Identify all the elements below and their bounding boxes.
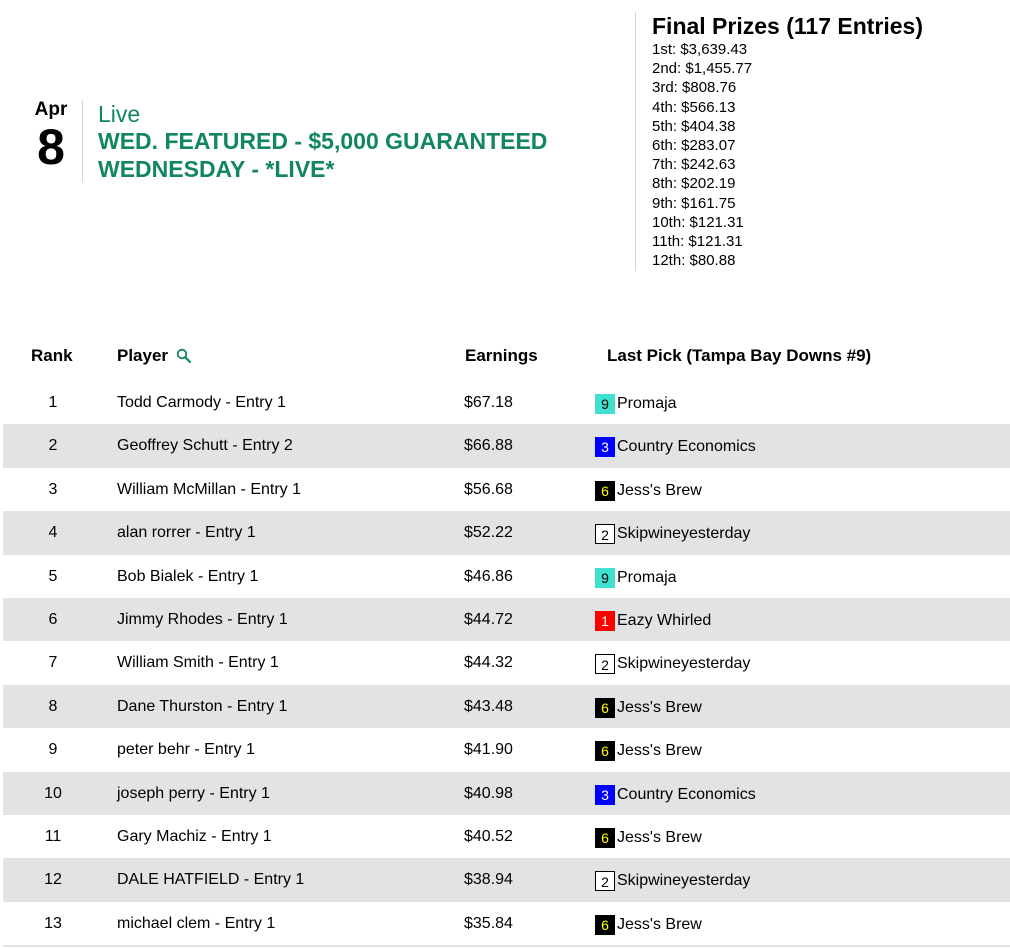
rank-cell: 5	[48, 567, 58, 585]
player-cell[interactable]: William McMillan - Entry 1	[117, 480, 302, 498]
saddle-number-badge: 6	[595, 481, 615, 501]
horse-name: Country Economics	[617, 438, 756, 456]
prize-item: 11th: $121.31	[652, 233, 743, 251]
last-pick-cell	[595, 741, 702, 761]
earnings-cell: $67.18	[464, 394, 513, 411]
player-cell[interactable]: Gary Machiz - Entry 1	[117, 827, 272, 845]
rank-cell: 3	[48, 480, 58, 498]
last-pick-cell	[595, 437, 756, 457]
table-row[interactable]	[3, 902, 1010, 945]
horse-name: Promaja	[617, 395, 677, 412]
earnings-cell: $43.48	[464, 697, 513, 715]
table-row[interactable]	[3, 381, 1010, 424]
saddle-number-badge: 9	[595, 394, 615, 414]
saddle-number-badge: 9	[595, 568, 615, 588]
earnings-cell: $46.86	[464, 567, 513, 585]
prize-item: 12th: $80.88	[652, 252, 736, 270]
last-pick-cell	[595, 785, 756, 805]
table-row[interactable]	[3, 511, 1010, 554]
event-date	[31, 98, 71, 175]
search-icon[interactable]	[176, 348, 192, 364]
earnings-header: Earnings	[465, 346, 538, 365]
divider	[3, 945, 1010, 947]
last-pick-cell	[595, 524, 750, 544]
rank-cell: 7	[48, 654, 58, 672]
earnings-cell: $52.22	[464, 524, 513, 542]
rank-cell: 2	[48, 437, 58, 455]
last-pick-cell	[595, 698, 702, 718]
horse-name: Skipwineyesterday	[617, 872, 751, 890]
prize-item: 1st: $3,639.43	[652, 41, 748, 58]
prize-item: 2nd: $1,455.77	[652, 60, 753, 78]
table-row[interactable]	[3, 468, 1010, 511]
saddle-number-badge: 6	[595, 915, 615, 935]
player-cell[interactable]: Jimmy Rhodes - Entry 1	[117, 610, 288, 628]
player-cell[interactable]: DALE HATFIELD - Entry 1	[117, 871, 305, 889]
player-cell[interactable]: Bob Bialek - Entry 1	[117, 567, 259, 585]
player-header	[117, 346, 192, 366]
leaderboard-table	[3, 381, 1010, 945]
earnings-cell: $40.98	[464, 784, 513, 802]
rank-cell: 1	[48, 394, 58, 411]
last-pick-cell	[595, 654, 750, 674]
saddle-number-badge: 3	[595, 785, 615, 805]
table-row[interactable]	[3, 815, 1010, 858]
event-day: 8	[37, 119, 65, 175]
rank-cell: 9	[48, 741, 58, 759]
last-pick-cell	[595, 611, 711, 631]
earnings-cell: $41.90	[464, 741, 513, 759]
player-cell[interactable]: joseph perry - Entry 1	[117, 784, 270, 802]
horse-name: Jess's Brew	[617, 698, 702, 716]
table-row[interactable]	[3, 685, 1010, 728]
earnings-cell: $56.68	[464, 480, 513, 498]
saddle-number-badge: 2	[595, 654, 615, 674]
player-cell[interactable]: Todd Carmody - Entry 1	[117, 394, 286, 411]
rank-cell: 8	[48, 697, 58, 715]
divider	[635, 12, 636, 271]
saddle-number-badge: 6	[595, 828, 615, 848]
player-header-label: Player	[117, 346, 169, 365]
earnings-cell: $44.32	[464, 654, 513, 672]
prize-item: 10th: $121.31	[652, 213, 744, 231]
last-pick-cell	[595, 828, 702, 848]
earnings-cell: $40.52	[464, 827, 513, 845]
rank-cell: 13	[44, 914, 62, 932]
rank-cell: 4	[48, 524, 58, 542]
horse-name: Skipwineyesterday	[617, 525, 751, 543]
rank-cell: 10	[44, 784, 62, 802]
horse-name: Country Economics	[617, 785, 756, 803]
table-row[interactable]	[3, 858, 1010, 901]
table-row[interactable]	[3, 424, 1010, 467]
prize-item: 5th: $404.38	[652, 117, 736, 135]
horse-name: Eazy Whirled	[617, 611, 712, 629]
horse-name: Jess's Brew	[617, 742, 702, 760]
prizes-list	[652, 40, 923, 270]
earnings-cell: $35.84	[464, 914, 513, 932]
prize-item: 7th: $242.63	[652, 156, 736, 174]
player-cell[interactable]: michael clem - Entry 1	[117, 914, 276, 932]
last-pick-cell	[595, 915, 702, 935]
last-pick-cell	[595, 394, 677, 414]
player-cell[interactable]: peter behr - Entry 1	[117, 741, 255, 759]
prize-item: 9th: $161.75	[652, 194, 736, 212]
last-pick-cell	[595, 481, 702, 501]
table-row[interactable]	[3, 555, 1010, 598]
rank-header: Rank	[31, 346, 73, 365]
earnings-cell: $66.88	[464, 437, 513, 455]
player-cell[interactable]: William Smith - Entry 1	[117, 654, 279, 672]
player-cell[interactable]: Geoffrey Schutt - Entry 2	[117, 437, 293, 455]
rank-cell: 6	[48, 610, 58, 628]
last-pick-header: Last Pick (Tampa Bay Downs #9)	[607, 346, 872, 365]
event-month: Apr	[34, 99, 68, 120]
table-row[interactable]	[3, 598, 1010, 641]
rank-cell: 11	[44, 827, 62, 845]
leaderboard-header	[0, 338, 1010, 374]
earnings-cell: $38.94	[464, 871, 513, 889]
event-title: WED. FEATURED - $5,000 GUARANTEED WEDNESDAY - *LIVE*	[98, 128, 548, 182]
prize-item: 6th: $283.07	[652, 137, 736, 155]
saddle-number-badge: 6	[595, 741, 615, 761]
prize-item: 4th: $566.13	[652, 98, 736, 116]
table-row[interactable]	[3, 641, 1010, 684]
saddle-number-badge: 2	[595, 871, 615, 891]
saddle-number-badge: 6	[595, 698, 615, 718]
player-cell[interactable]: alan rorrer - Entry 1	[117, 524, 256, 542]
table-row[interactable]	[3, 772, 1010, 815]
table-row[interactable]	[3, 728, 1010, 771]
horse-name: Skipwineyesterday	[617, 655, 751, 673]
prizes-title: Final Prizes (117 Entries)	[652, 13, 924, 39]
earnings-cell: $44.72	[464, 610, 513, 628]
prizes-panel	[652, 12, 923, 270]
horse-name: Jess's Brew	[617, 481, 702, 499]
last-pick-cell	[595, 871, 750, 891]
horse-name: Jess's Brew	[617, 828, 702, 846]
saddle-number-badge: 2	[595, 524, 615, 544]
horse-name: Jess's Brew	[617, 915, 702, 933]
saddle-number-badge: 3	[595, 437, 615, 457]
prize-item: 8th: $202.19	[652, 175, 736, 193]
rank-cell: 12	[44, 871, 62, 889]
saddle-number-badge: 1	[595, 611, 615, 631]
divider	[82, 100, 83, 182]
horse-name: Promaja	[617, 568, 677, 586]
last-pick-cell	[595, 568, 677, 588]
prize-item: 3rd: $808.76	[652, 79, 737, 97]
player-cell[interactable]: Dane Thurston - Entry 1	[117, 697, 288, 715]
event-header	[98, 101, 598, 183]
event-status: Live	[98, 101, 141, 127]
